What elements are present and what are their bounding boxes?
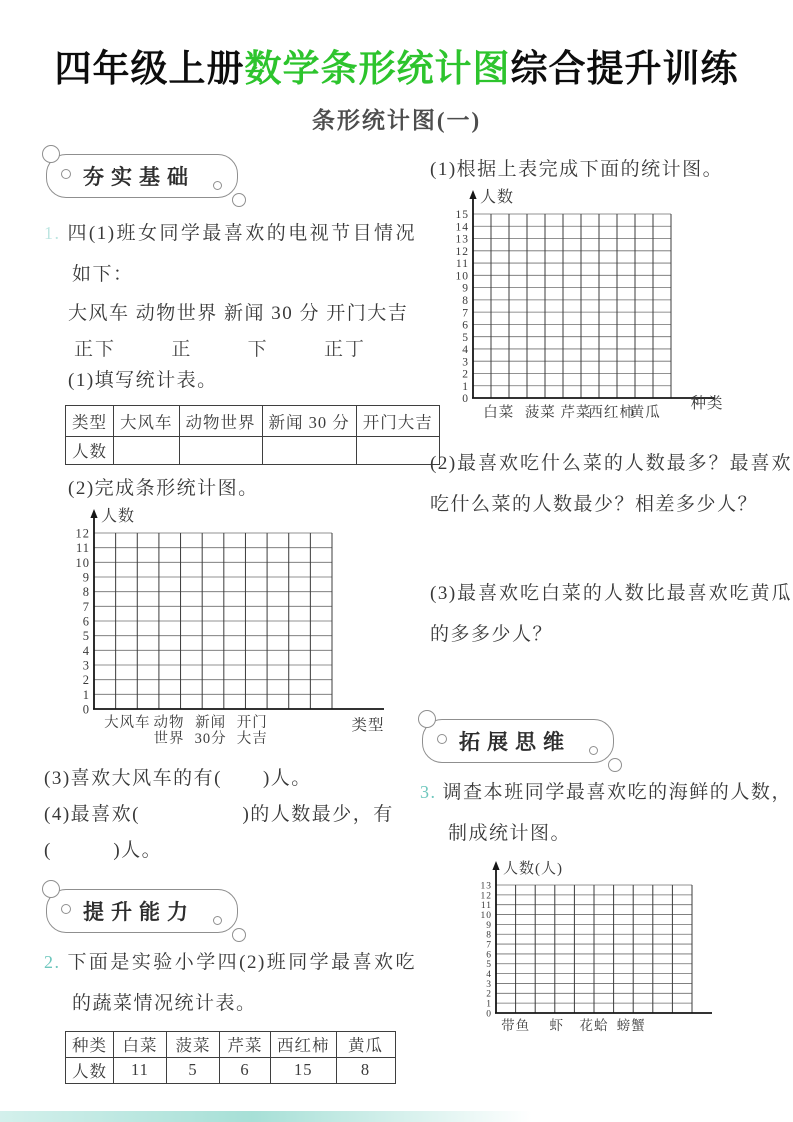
svg-text:11: 11 — [480, 901, 492, 912]
bar-chart-grid-tv-programs — [64, 503, 416, 761]
table-row — [66, 436, 440, 464]
title-part-left: 四年级上册 — [54, 48, 245, 89]
svg-text:10: 10 — [455, 270, 469, 283]
svg-text:3: 3 — [462, 356, 469, 369]
svg-text:7: 7 — [82, 599, 90, 614]
page-edge-gradient — [0, 1111, 560, 1122]
svg-text:4: 4 — [486, 970, 492, 981]
svg-text:4: 4 — [462, 344, 469, 357]
question-3-intro-text: 调查本班同学最喜欢吃的海鲜的人数，制成统计图。 — [442, 782, 792, 845]
table-header-cell: 西红柿 — [271, 1031, 337, 1057]
svg-text:6: 6 — [82, 614, 90, 629]
section-badge-extend — [422, 719, 614, 763]
table-row — [66, 1031, 396, 1057]
title-part-right: 综合提升训练 — [510, 48, 739, 89]
section-badge-base — [46, 154, 238, 198]
table-header-cell: 种类 — [66, 1031, 114, 1057]
table-blank-cell — [114, 436, 180, 464]
table-value-cell: 11 — [114, 1057, 167, 1083]
tv-program-list: 大风车 动物世界 新闻 30 分 开门大吉 — [68, 302, 409, 324]
svg-text:虾: 虾 — [549, 1018, 565, 1034]
page-title — [0, 38, 793, 92]
svg-text:新闻: 新闻 — [195, 714, 227, 731]
circle-ornament-icon — [232, 928, 246, 942]
svg-text:菠菜: 菠菜 — [524, 405, 556, 422]
svg-text:3: 3 — [486, 980, 492, 991]
svg-text:种类: 种类 — [690, 395, 724, 413]
table-row-label: 人数 — [66, 1057, 114, 1083]
q1-sub1: (1)填写统计表。 — [68, 369, 218, 391]
svg-text:0: 0 — [82, 702, 90, 717]
svg-text:13: 13 — [455, 233, 469, 246]
svg-text:2: 2 — [486, 989, 492, 1000]
circle-ornament-icon — [589, 746, 598, 755]
svg-text:带鱼: 带鱼 — [501, 1018, 531, 1034]
question-2-intro — [44, 943, 416, 1025]
svg-text:7: 7 — [486, 940, 492, 951]
svg-text:螃蟹: 螃蟹 — [616, 1018, 646, 1034]
title-part-green: 数学条形统计图 — [244, 48, 511, 89]
tv-program-table — [65, 405, 440, 465]
tally-mark: 正 — [171, 338, 193, 360]
svg-text:11: 11 — [75, 541, 90, 556]
q1-sub3: (3)喜欢大风车的有( )人。 — [44, 767, 312, 789]
svg-text:0: 0 — [462, 393, 469, 406]
circle-ornament-icon — [61, 904, 71, 914]
bar-chart-grid-seafood — [464, 857, 792, 1055]
table-header-cell: 类型 — [66, 405, 114, 436]
q1-sub2: (2)完成条形统计图。 — [68, 477, 259, 499]
circle-ornament-icon — [61, 169, 71, 179]
svg-text:6: 6 — [486, 950, 492, 961]
svg-text:类型: 类型 — [351, 716, 385, 734]
q1-sub4-line1: (4)最喜欢( )的人数最少，有 — [44, 804, 394, 826]
svg-text:8: 8 — [462, 295, 469, 308]
svg-text:西红柿: 西红柿 — [588, 405, 635, 422]
svg-text:15: 15 — [455, 209, 469, 222]
question-number: 3. — [420, 782, 437, 803]
table-blank-cell — [262, 436, 356, 464]
svg-text:动物: 动物 — [153, 714, 185, 731]
svg-text:12: 12 — [75, 526, 90, 541]
tally-mark: 下 — [247, 338, 269, 360]
table-row — [66, 405, 440, 436]
svg-text:9: 9 — [82, 570, 90, 585]
svg-text:4: 4 — [82, 643, 90, 658]
table-header-cell: 黄瓜 — [336, 1031, 395, 1057]
svg-text:芹菜: 芹菜 — [560, 405, 592, 422]
table-blank-cell — [179, 436, 262, 464]
svg-text:3: 3 — [82, 658, 90, 673]
bar-chart-grid-vegetables — [443, 188, 792, 444]
left-column — [44, 148, 433, 1090]
table-header-cell: 芹菜 — [220, 1031, 271, 1057]
question-3-intro — [420, 773, 792, 855]
svg-text:大吉: 大吉 — [236, 730, 268, 747]
svg-text:白菜: 白菜 — [483, 405, 515, 422]
q1-sub4-line2: ( )人。 — [44, 840, 163, 862]
table-header-cell: 开门大吉 — [356, 405, 439, 436]
table-header-cell: 菠菜 — [167, 1031, 220, 1057]
circle-ornament-icon — [232, 193, 246, 207]
tally-marks-row — [74, 334, 366, 361]
table-header-cell: 新闻 30 分 — [262, 405, 356, 436]
svg-text:开门: 开门 — [236, 714, 268, 731]
circle-ornament-icon — [42, 145, 60, 163]
table-header-cell: 大风车 — [114, 405, 180, 436]
question-1-intro-text: 四(1)班女同学最喜欢的电视节目情况如下： — [66, 223, 416, 285]
table-value-cell: 6 — [220, 1057, 271, 1083]
section-badge-improve — [46, 889, 238, 933]
circle-ornament-icon — [42, 880, 60, 898]
svg-text:人数: 人数 — [101, 507, 136, 525]
svg-text:6: 6 — [462, 319, 469, 332]
vegetable-table — [65, 1031, 396, 1084]
circle-ornament-icon — [608, 758, 622, 772]
svg-text:10: 10 — [480, 911, 492, 922]
table-header-cell: 白菜 — [114, 1031, 167, 1057]
svg-text:5: 5 — [462, 331, 469, 344]
svg-text:5: 5 — [82, 629, 90, 644]
svg-text:1: 1 — [82, 687, 90, 702]
section-badge-label: 拓展思维 — [459, 731, 571, 755]
table-value-cell: 15 — [271, 1057, 337, 1083]
svg-text:9: 9 — [462, 282, 469, 295]
svg-text:1: 1 — [486, 999, 492, 1010]
svg-text:大风车: 大风车 — [104, 714, 151, 731]
svg-text:黄瓜: 黄瓜 — [629, 405, 661, 422]
section-badge-label: 夯实基础 — [83, 166, 195, 189]
svg-text:人数: 人数 — [480, 189, 515, 207]
svg-text:8: 8 — [82, 585, 90, 600]
svg-text:2: 2 — [82, 673, 90, 688]
svg-text:世界: 世界 — [153, 730, 185, 747]
svg-text:12: 12 — [480, 891, 492, 902]
svg-text:9: 9 — [486, 920, 492, 931]
svg-text:14: 14 — [455, 221, 469, 234]
svg-text:11: 11 — [455, 258, 469, 271]
question-number: 2. — [44, 952, 61, 973]
svg-text:12: 12 — [455, 246, 469, 259]
circle-ornament-icon — [418, 710, 436, 728]
circle-ornament-icon — [213, 181, 222, 190]
svg-text:5: 5 — [486, 960, 492, 971]
tally-mark: 正丁 — [323, 338, 366, 360]
right-column — [420, 148, 792, 1055]
svg-text:10: 10 — [75, 555, 90, 570]
svg-text:7: 7 — [462, 307, 469, 320]
question-1-intro — [44, 214, 416, 296]
svg-text:13: 13 — [480, 881, 492, 892]
svg-text:人数(人): 人数(人) — [503, 861, 563, 878]
svg-text:8: 8 — [486, 930, 492, 941]
table-value-cell: 5 — [167, 1057, 220, 1083]
svg-text:1: 1 — [462, 380, 469, 393]
q2-sub1: (1)根据上表完成下面的统计图。 — [430, 159, 724, 180]
svg-text:花蛤: 花蛤 — [579, 1018, 609, 1034]
table-header-cell: 动物世界 — [179, 405, 262, 436]
circle-ornament-icon — [213, 916, 222, 925]
section-badge-label: 提升能力 — [83, 901, 195, 925]
svg-text:0: 0 — [486, 1009, 492, 1020]
table-row-label: 人数 — [66, 436, 114, 464]
table-value-cell: 8 — [336, 1057, 395, 1083]
table-row — [66, 1057, 396, 1083]
question-2-intro-text: 下面是实验小学四(2)班同学最喜欢吃的蔬菜情况统计表。 — [66, 952, 416, 1015]
q2-sub3: (3)最喜欢吃白菜的人数比最喜欢吃黄瓜的多多少人？ — [430, 582, 792, 645]
question-number: 1. — [44, 223, 61, 243]
page-subtitle: 条形统计图(一) — [311, 108, 482, 133]
q2-sub2: (2)最喜欢吃什么菜的人数最多？最喜欢吃什么菜的人数最少？相差多少人？ — [430, 453, 792, 515]
tally-mark: 正下 — [74, 338, 117, 360]
svg-text:30分: 30分 — [194, 730, 227, 747]
svg-text:2: 2 — [462, 368, 469, 381]
circle-ornament-icon — [437, 734, 447, 744]
